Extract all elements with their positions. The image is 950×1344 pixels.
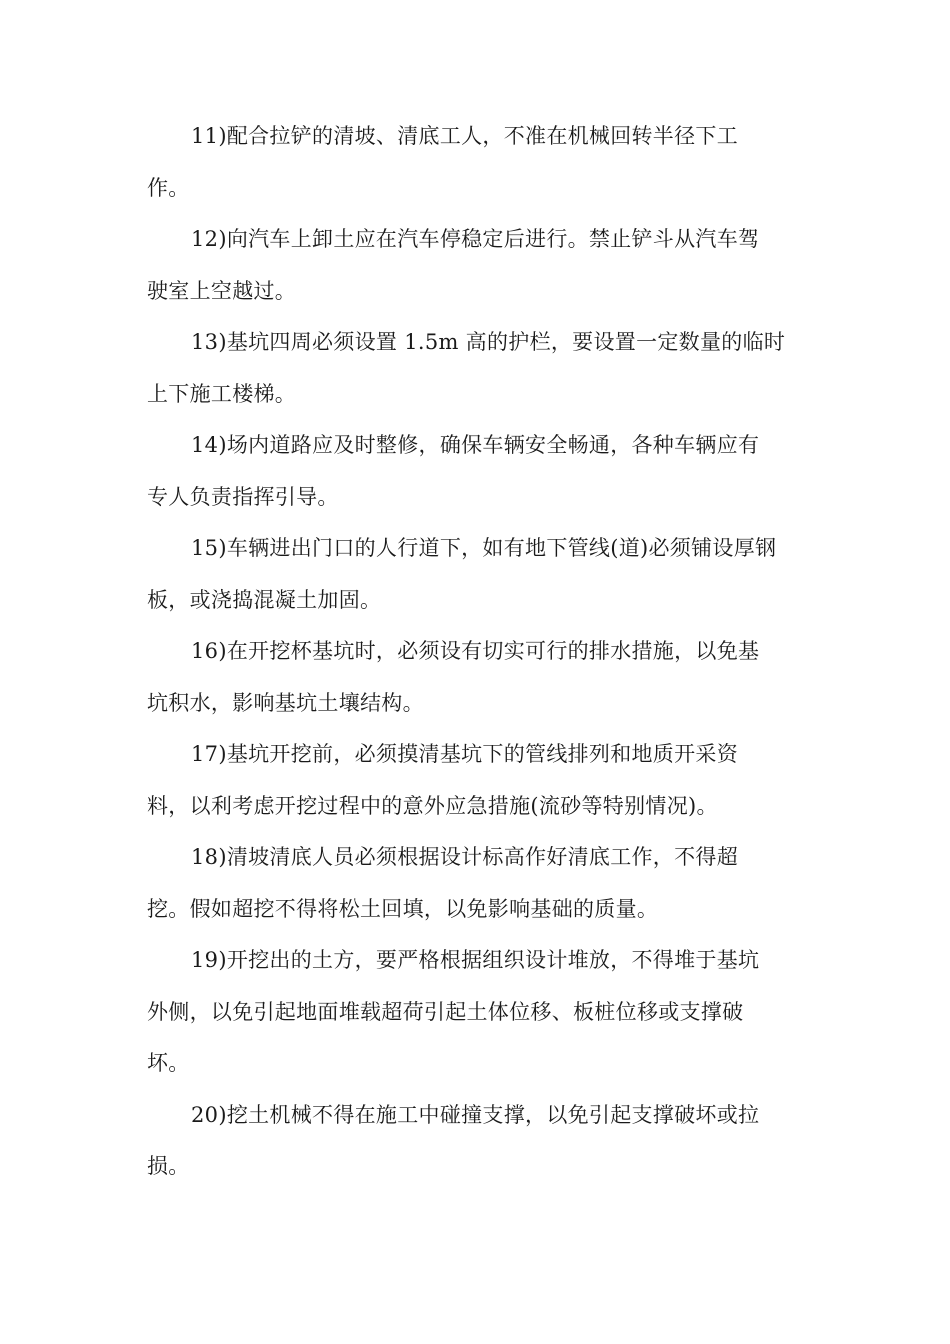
paragraph-13 [147, 317, 797, 420]
paragraph-17 [147, 729, 797, 832]
paragraph-line: 12)向汽车上卸土应在汽车停稳定后进行。禁止铲斗从汽车驾 [191, 227, 760, 251]
paragraph-line: 上下施工楼梯。 [147, 381, 297, 406]
paragraph-line: 14)场内道路应及时整修，确保车辆安全畅通，各种车辆应有 [191, 433, 760, 457]
paragraph-line: 11)配合拉铲的清坡、清底工人，不准在机械回转半径下工 [191, 124, 739, 148]
paragraph-16 [147, 626, 797, 729]
document-body [147, 111, 797, 1193]
paragraph-line: 16)在开挖杯基坑时，必须设有切实可行的排水措施，以免基 [191, 639, 760, 663]
paragraph-18 [147, 832, 797, 935]
paragraph-line: 作。 [147, 175, 190, 200]
paragraph-19 [147, 935, 797, 1090]
paragraph-15 [147, 523, 797, 626]
paragraph-line: 挖。假如超挖不得将松土回填，以免影响基础的质量。 [147, 896, 659, 921]
paragraph-line: 20)挖土机械不得在施工中碰撞支撑，以免引起支撑破坏或拉 [191, 1102, 760, 1127]
paragraph-line: 板，或浇捣混凝土加固。 [147, 587, 382, 612]
paragraph-20 [147, 1090, 797, 1193]
paragraph-line: 19)开挖出的土方，要严格根据组织设计堆放，不得堆于基坑 [191, 948, 760, 972]
paragraph-line: 专人负责指挥引导。 [147, 484, 339, 509]
paragraph-line: 13)基坑四周必须设置 1.5m 高的护栏，要设置一定数量的临时 [191, 330, 786, 354]
paragraph-line: 17)基坑开挖前，必须摸清基坑下的管线排列和地质开采资 [191, 742, 739, 766]
paragraph-line: 损。 [147, 1154, 190, 1178]
paragraph-line: 外侧，以免引起地面堆载超荷引起土体位移、板桩位移或支撑破 [147, 999, 744, 1024]
paragraph-11 [147, 111, 797, 214]
paragraph-line: 15)车辆进出门口的人行道下，如有地下管线(道)必须铺设厚钢 [191, 536, 777, 560]
paragraph-line: 坑积水，影响基坑土壤结构。 [147, 690, 424, 715]
paragraph-line: 驶室上空越过。 [147, 278, 297, 303]
paragraph-line: 坏。 [147, 1051, 190, 1075]
paragraph-line: 18)清坡清底人员必须根据设计标高作好清底工作，不得超 [191, 845, 739, 869]
paragraph-12 [147, 214, 797, 317]
paragraph-14 [147, 420, 797, 523]
paragraph-line: 料，以利考虑开挖过程中的意外应急措施(流砂等特别情况)。 [147, 793, 718, 818]
